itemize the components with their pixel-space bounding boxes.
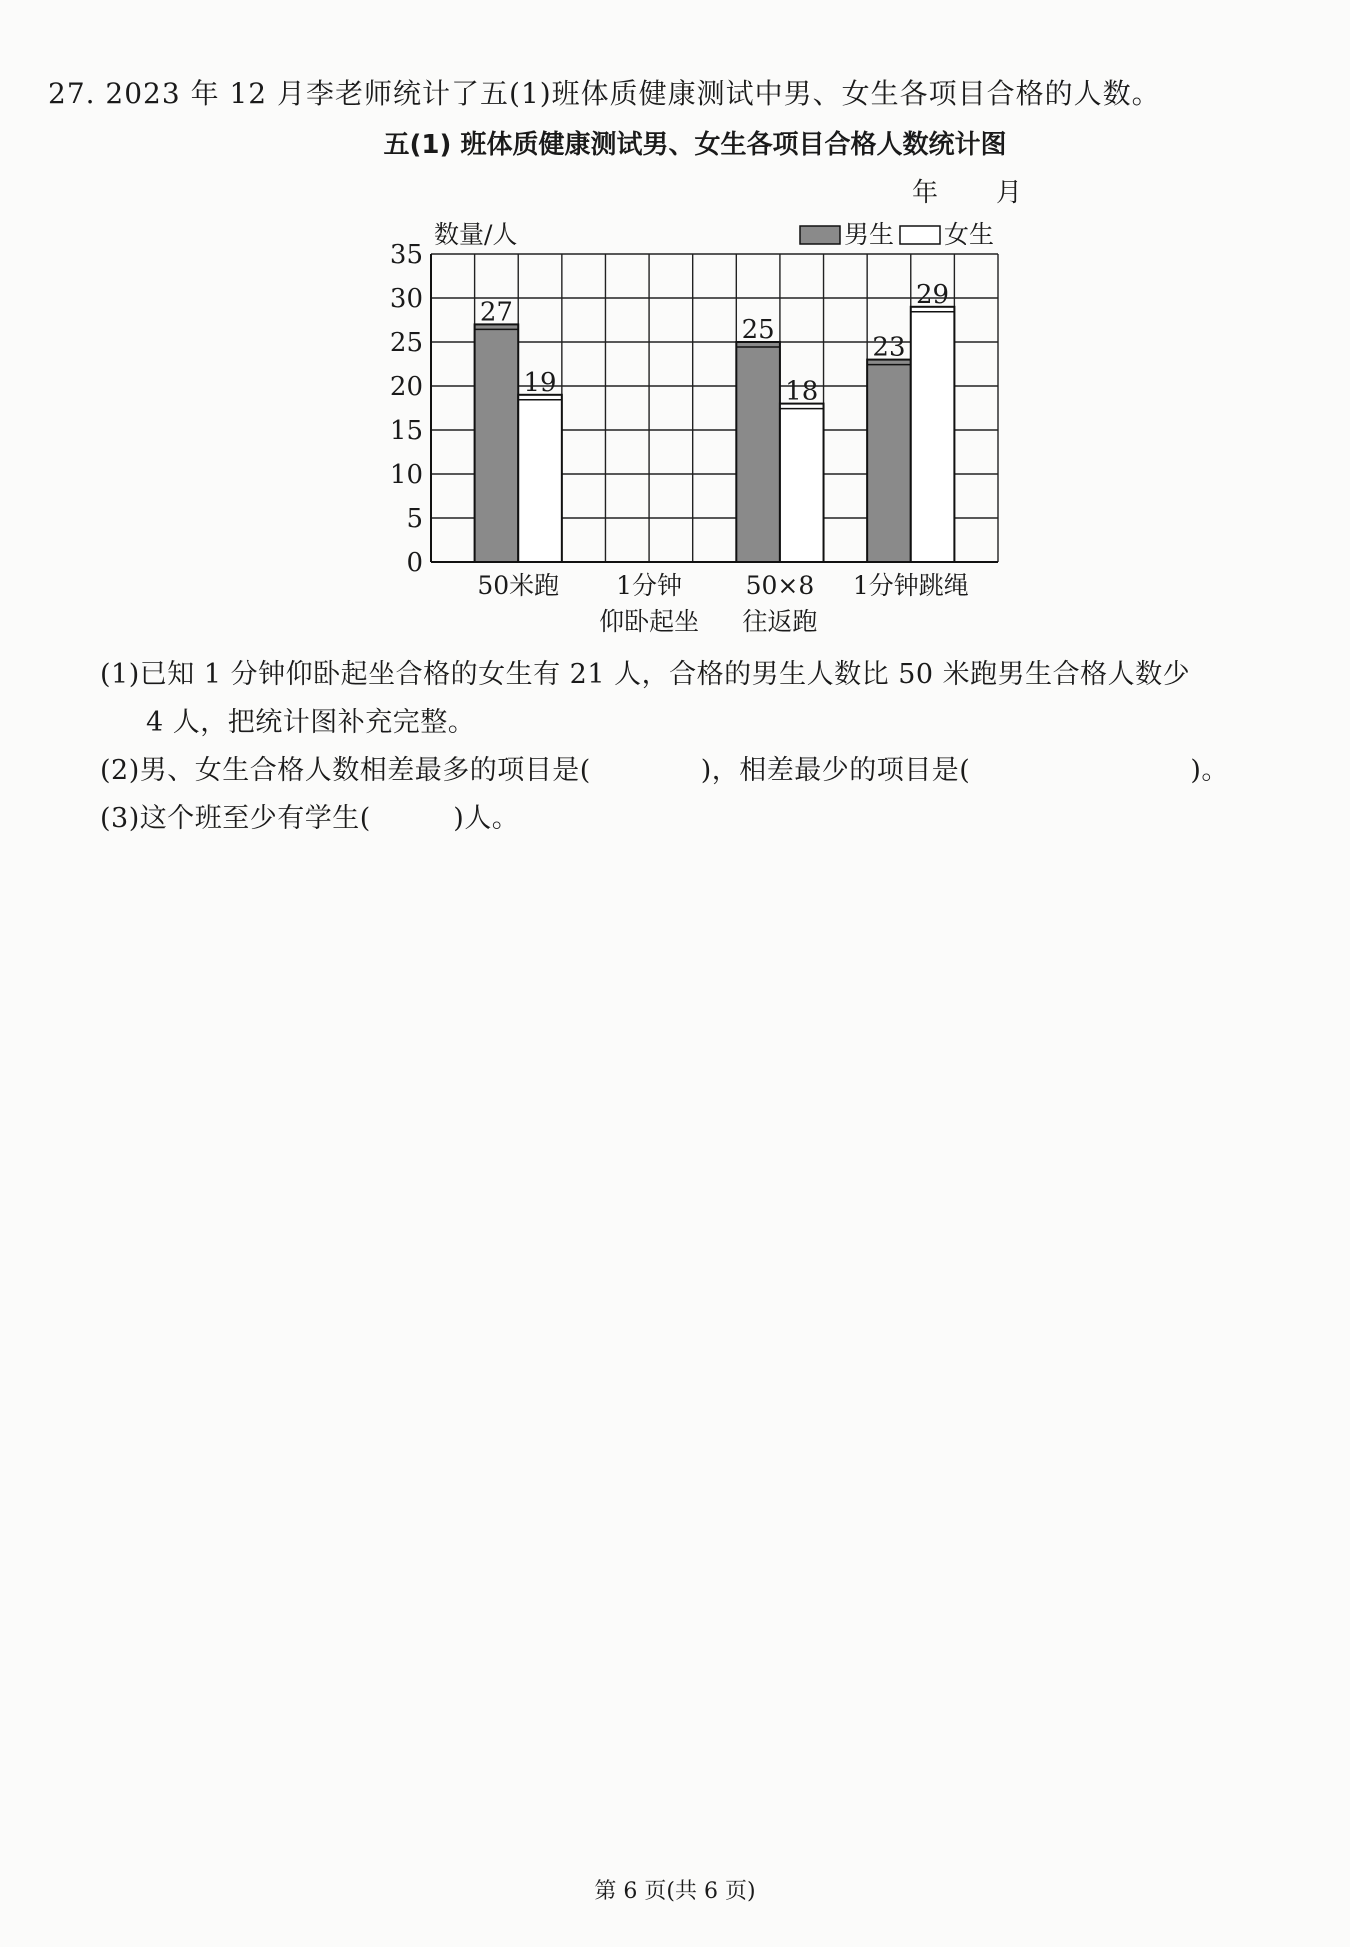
y-tick-label: 5 — [406, 504, 423, 534]
bar-boys — [867, 360, 911, 562]
chart-title: 五(1) 班体质健康测试男、女生各项目合格人数统计图 — [383, 130, 1007, 160]
legend-swatch-girls — [900, 226, 940, 244]
y-tick-label: 10 — [389, 460, 423, 490]
y-axis-label: 数量/人 — [434, 220, 518, 249]
legend-label-girls: 女生 — [944, 220, 995, 249]
page-footer: 第 6 页(共 6 页) — [594, 1879, 756, 1904]
bar-girls — [780, 404, 824, 562]
x-category-label: 1分钟跳绳 — [852, 571, 969, 600]
y-tick-label: 25 — [389, 328, 423, 358]
bar-girls — [518, 395, 562, 562]
x-category-label: 50米跑 — [477, 571, 560, 600]
legend-swatch-boys — [800, 226, 840, 244]
sub-question-2: (2)男、女生合格人数相差最多的项目是( )，相差最少的项目是( )。 — [100, 755, 1229, 786]
y-tick-label: 20 — [389, 372, 423, 402]
y-tick-label: 35 — [389, 240, 423, 270]
sub-question-1-line-2: 4 人，把统计图补充完整。 — [146, 707, 476, 738]
x-category-label: 1分钟 — [616, 571, 683, 600]
bar-chart — [0, 0, 1350, 700]
x-category-label: 仰卧起坐 — [599, 607, 700, 636]
x-category-label: 往返跑 — [742, 607, 818, 636]
bar-girls — [911, 307, 955, 562]
sub-question-3: (3)这个班至少有学生( )人。 — [100, 803, 520, 834]
bar-boys — [475, 324, 519, 562]
y-tick-label: 30 — [389, 284, 423, 314]
month-label: 月 — [996, 178, 1023, 208]
year-label: 年 — [912, 178, 939, 208]
y-tick-label: 0 — [406, 548, 423, 578]
question-text: 27. 2023 年 12 月李老师统计了五(1)班体质健康测试中男、女生各项目合格的人数。 — [48, 77, 1161, 110]
bar-value-label: 27 — [479, 297, 513, 328]
sub-question-1-line-1: (1)已知 1 分钟仰卧起坐合格的女生有 21 人，合格的男生人数比 50 米跑男生合格人数少 — [100, 659, 1191, 690]
legend-label-boys: 男生 — [844, 220, 895, 249]
bar-value-label: 19 — [523, 367, 557, 398]
bar-value-label: 29 — [916, 279, 950, 310]
bar-boys — [736, 342, 780, 562]
x-category-label: 50×8 — [745, 571, 815, 600]
bar-value-label: 23 — [872, 332, 906, 363]
bar-value-label: 25 — [741, 315, 775, 345]
y-tick-label: 15 — [389, 416, 423, 446]
bar-value-label: 18 — [785, 376, 819, 407]
